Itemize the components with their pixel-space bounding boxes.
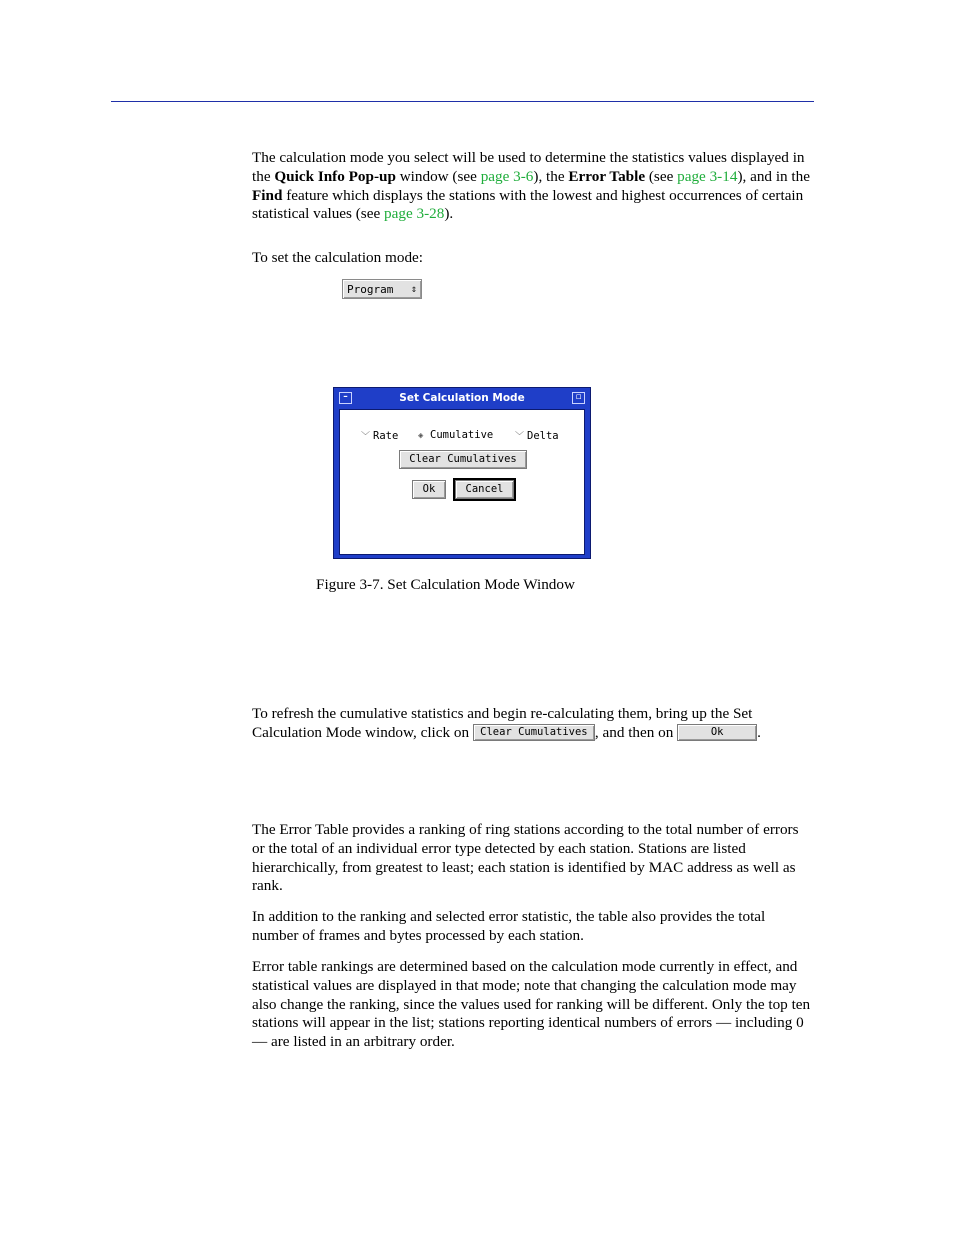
radio-delta[interactable]	[515, 429, 559, 442]
radio-label: Cumulative	[430, 429, 494, 441]
ok-button[interactable]: Ok	[412, 480, 446, 499]
window-title: Set Calculation Mode	[399, 392, 525, 404]
radio-unselected-icon: ﹀	[515, 432, 525, 442]
radio-label: Delta	[527, 430, 559, 442]
radio-label: Rate	[373, 430, 399, 442]
text: To refresh the cumulative statistics and begin re-calculating them, bring up the Set Calculation Mode window, click on	[252, 705, 753, 741]
error-table-paragraph-3: Error table rankings are determined based on the calculation mode currently in effect, and statistical values are displayed in that mode; note that changing the calculation mode may also change the ranking, since the values used for ranking will be different. Only the top ten stations will appear in the list; stations reporting identical numbers of errors — including 0 — are listed in an arbitrary order.	[252, 958, 811, 1051]
radio-cumulative[interactable]	[418, 429, 493, 441]
header-rule	[111, 101, 814, 102]
set-calculation-mode-window	[333, 387, 591, 559]
radio-selected-icon: ◈	[418, 431, 424, 441]
text: window (see	[395, 167, 481, 185]
text: The calculation mode you select will be used to determine the statistics values displayed in the	[252, 149, 805, 185]
text: (see	[645, 167, 678, 185]
minimize-icon[interactable]: ▫	[572, 392, 585, 404]
error-table-term: Error Table	[568, 167, 646, 185]
window-client-area	[339, 409, 585, 555]
error-table-paragraph-1: The Error Table provides a ranking of ring stations according to the total number of errors or the total of an individual error type detected by each station. Stations are listed hierarchically, from greatest to least; each station is identified by MAC address as well as rank.	[252, 821, 799, 895]
text: ).	[444, 205, 454, 223]
ok-inline-button: Ok	[677, 724, 757, 741]
option-menu-value: Program	[347, 283, 394, 296]
set-mode-instruction: To set the calculation mode:	[252, 249, 424, 266]
window-titlebar[interactable]	[337, 391, 587, 406]
error-table-paragraph-2: In addition to the ranking and selected error statistic, the table also provides the total number of frames and bytes processed by each station.	[252, 908, 766, 944]
find-term: Find	[252, 186, 283, 204]
cancel-button[interactable]: Cancel	[455, 480, 514, 499]
radio-rate[interactable]	[361, 429, 398, 442]
refresh-paragraph	[252, 705, 814, 743]
link-page-3-6[interactable]: page 3-6	[480, 167, 534, 185]
text: feature which displays the stations with the lowest and highest occurrences of certain statistical values (see	[252, 186, 804, 223]
option-menu-arrow-icon: ⇕	[410, 284, 417, 295]
radio-unselected-icon: ﹀	[361, 432, 371, 442]
text: , and then on	[594, 723, 678, 741]
figure-caption: Figure 3-7. Set Calculation Mode Window	[316, 576, 575, 593]
calc-mode-intro-paragraph	[252, 149, 814, 224]
link-page-3-28[interactable]: page 3-28	[384, 205, 445, 223]
quick-info-term: Quick Info Pop-up	[274, 167, 396, 185]
clear-cumulatives-button[interactable]: Clear Cumulatives	[399, 450, 527, 469]
clear-cumulatives-inline-button: Clear Cumulatives	[473, 724, 595, 741]
calculation-option-menu[interactable]	[342, 279, 422, 299]
link-page-3-14[interactable]: page 3-14	[677, 167, 738, 185]
text: ), and in the	[737, 167, 810, 185]
text: .	[757, 723, 761, 741]
window-menu-icon[interactable]: –	[339, 392, 352, 404]
text: ), the	[533, 167, 569, 185]
